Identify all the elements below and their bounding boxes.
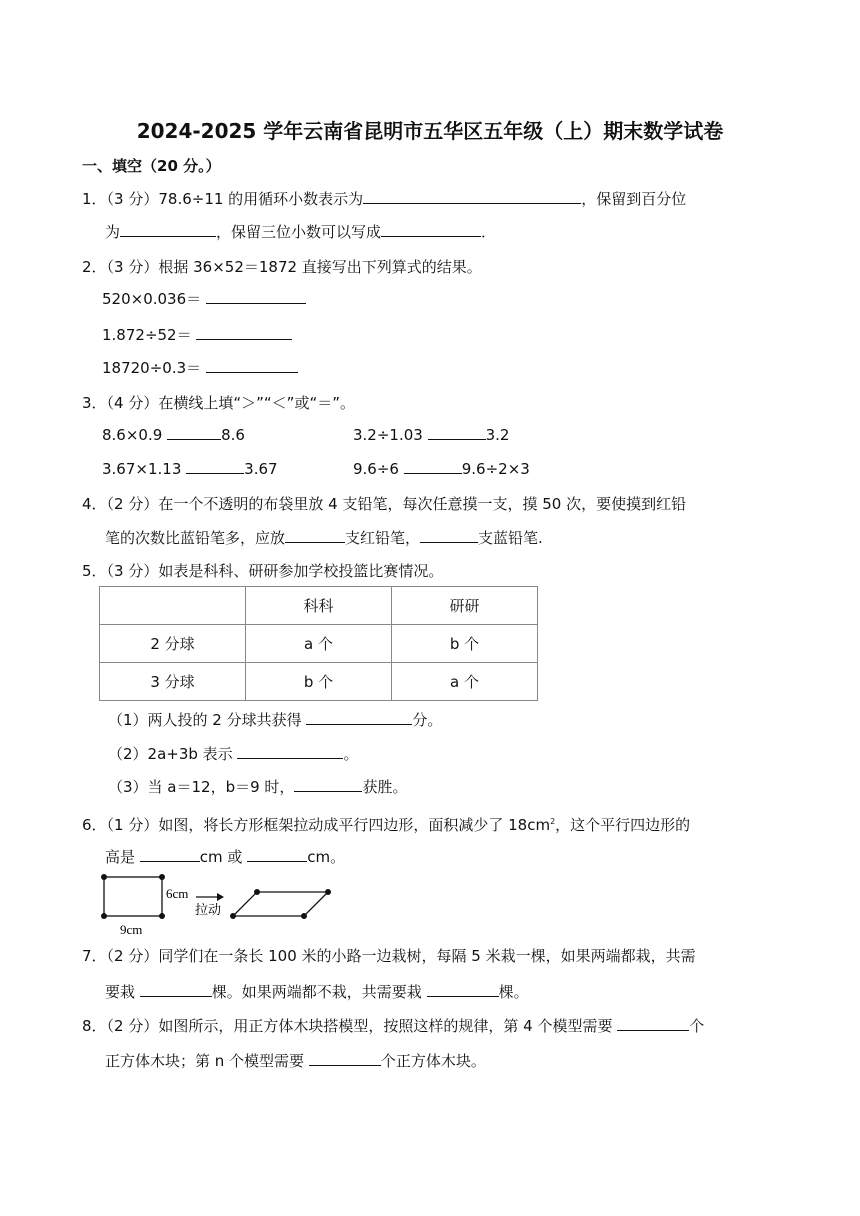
vertex-dot [159, 913, 165, 919]
question-number: 8． [82, 1017, 107, 1035]
question-text: （1）两人投的 2 分球共获得 [108, 711, 302, 729]
answer-blank[interactable] [247, 847, 307, 862]
vertex-dot [101, 913, 107, 919]
expression: 3.2 [485, 426, 510, 444]
expression: 9.6÷6 [353, 460, 399, 478]
table-header-row [100, 587, 538, 625]
question-text: （4 分）在横线上填“＞”“＜”或“＝”。 [106, 394, 355, 412]
question-4-line-2 [105, 528, 543, 548]
answer-blank[interactable] [285, 528, 345, 543]
question-text: 个 [689, 1017, 705, 1035]
equation: 18720÷0.3＝ [102, 359, 202, 377]
answer-blank[interactable] [617, 1016, 689, 1031]
question-text: 笔的次数比蓝铅笔多，应放 [105, 529, 286, 547]
answer-blank[interactable] [186, 459, 244, 474]
question-text: 支蓝铅笔. [478, 529, 543, 547]
vertex-dot [230, 913, 236, 919]
answer-blank[interactable] [140, 847, 200, 862]
question-text: （2 分）如图所示，用正方体木块搭模型，按照这样的规律，第 4 个模型需要 [106, 1017, 613, 1035]
vertex-dot [159, 874, 165, 880]
question-7-line-1 [82, 946, 696, 966]
arrow-head-icon [217, 893, 224, 901]
answer-blank[interactable] [404, 459, 462, 474]
parallelogram-shape [233, 892, 328, 916]
question-text: （3 分）78.6÷11 的用循环小数表示为 [106, 190, 364, 208]
score-table [99, 586, 538, 701]
question-text: （3 分）如表是科科、研研参加学校投篮比赛情况。 [106, 562, 444, 580]
question-text: cm。 [307, 848, 346, 866]
sub-question [108, 710, 442, 730]
question-number: 4． [82, 495, 107, 513]
table-header-cell [100, 587, 246, 625]
question-text: 要栽 [105, 983, 136, 1001]
vertex-dot [254, 889, 260, 895]
table-cell: b 个 [392, 625, 538, 663]
question-8-line-1 [82, 1016, 704, 1036]
compare-item [102, 459, 278, 479]
question-text: 。 [343, 745, 359, 763]
question-text: 获胜。 [362, 778, 408, 796]
question-7-line-2 [105, 982, 529, 1002]
question-number: 6． [82, 816, 107, 834]
question-text: 正方体木块；第 n 个模型需要 [105, 1052, 305, 1070]
table-row [100, 625, 538, 663]
question-text: 个正方体木块。 [380, 1052, 486, 1070]
vertex-dot [101, 874, 107, 880]
drag-label: 拉动 [195, 902, 222, 917]
question-1-line-2 [105, 222, 496, 242]
answer-blank[interactable] [206, 289, 306, 304]
table-row [100, 663, 538, 701]
answer-blank[interactable] [420, 528, 478, 543]
answer-blank[interactable] [309, 1051, 381, 1066]
question-text: ，保留三位小数可以写成 [216, 223, 382, 241]
question-number: 3． [82, 394, 107, 412]
superscript: 2 [550, 817, 556, 826]
answer-blank[interactable] [206, 358, 298, 373]
question-text: （3）当 a＝12，b＝9 时， [108, 778, 295, 796]
table-cell: 3 分球 [100, 663, 246, 701]
question-text: 支红铅笔， [345, 529, 421, 547]
question-number: 7． [82, 947, 107, 965]
question-text: 分。 [412, 711, 443, 729]
equation: 1.872÷52＝ [102, 326, 192, 344]
rectangle-to-parallelogram-figure [96, 870, 336, 936]
question-5 [82, 561, 443, 581]
expression: 8.6×0.9 [102, 426, 163, 444]
answer-blank[interactable] [237, 744, 343, 759]
question-4-line-1 [82, 494, 686, 514]
answer-blank[interactable] [381, 222, 481, 237]
question-text: （2 分）在一个不透明的布袋里放 4 支铅笔，每次任意摸一支，摸 50 次，要使摸到红铅 [106, 495, 687, 513]
compare-item [353, 459, 530, 479]
question-text: ． [481, 223, 497, 241]
question-6-line-2 [105, 847, 345, 867]
answer-blank[interactable] [427, 982, 499, 997]
question-text: （1 分）如图，将长方形框架拉动成平行四边形，面积减少了 18cm [106, 816, 551, 834]
expression: 3.67×1.13 [102, 460, 182, 478]
question-text: （2 分）同学们在一条长 100 米的小路一边栽树，每隔 5 米栽一棵，如果两端都栽，共需 [106, 947, 696, 965]
question-number: 1． [82, 190, 107, 208]
sub-question [108, 744, 358, 764]
table-cell: a 个 [246, 625, 392, 663]
question-8-line-2 [105, 1051, 486, 1071]
answer-blank[interactable] [167, 425, 221, 440]
section-heading: 一、填空（20 分。） [82, 157, 221, 175]
answer-blank[interactable] [120, 222, 216, 237]
bottom-length-label: 9cm [120, 922, 143, 936]
vertex-dot [301, 913, 307, 919]
question-text: （3 分）根据 36×52＝1872 直接写出下列算式的结果。 [106, 258, 482, 276]
table-cell: 2 分球 [100, 625, 246, 663]
answer-blank[interactable] [306, 710, 412, 725]
question-text: cm 或 [199, 848, 243, 866]
question-text: 棵。如果两端都不栽，共需要栽 [211, 983, 422, 1001]
vertex-dot [325, 889, 331, 895]
expression: 8.6 [221, 426, 245, 444]
answer-blank[interactable] [294, 777, 362, 792]
question-text: （2）2a+3b 表示 [108, 745, 233, 763]
table-cell: b 个 [246, 663, 392, 701]
page-title: 2024-2025 学年云南省昆明市五华区五年级（上）期末数学试卷 [136, 119, 724, 143]
expression: 3.67 [244, 460, 278, 478]
compare-item [353, 425, 509, 445]
question-text: 为 [105, 223, 121, 241]
equation-row [102, 289, 306, 309]
question-number: 2． [82, 258, 107, 276]
question-1-line-1 [82, 189, 686, 209]
side-length-label: 6cm [166, 886, 189, 901]
answer-blank[interactable] [140, 982, 212, 997]
sub-question [108, 777, 407, 797]
question-text: ，保留到百分位 [581, 190, 687, 208]
question-6-line-1 [82, 812, 690, 835]
rectangle-shape [104, 877, 162, 916]
answer-blank[interactable] [196, 325, 292, 340]
question-number: 5． [82, 562, 107, 580]
table-header-cell: 科科 [246, 587, 392, 625]
equation-row [102, 325, 292, 345]
expression: 9.6÷2×3 [461, 460, 530, 478]
answer-blank[interactable] [363, 189, 581, 204]
compare-item [102, 425, 245, 445]
question-2 [82, 257, 482, 277]
question-text: 棵。 [498, 983, 529, 1001]
table-cell: a 个 [392, 663, 538, 701]
question-3 [82, 393, 355, 413]
equation: 520×0.036＝ [102, 290, 202, 308]
equation-row [102, 358, 298, 378]
answer-blank[interactable] [428, 425, 486, 440]
expression: 3.2÷1.03 [353, 426, 423, 444]
table-header-cell: 研研 [392, 587, 538, 625]
question-text: 高是 [105, 848, 136, 866]
question-text: ，这个平行四边形的 [555, 816, 691, 834]
